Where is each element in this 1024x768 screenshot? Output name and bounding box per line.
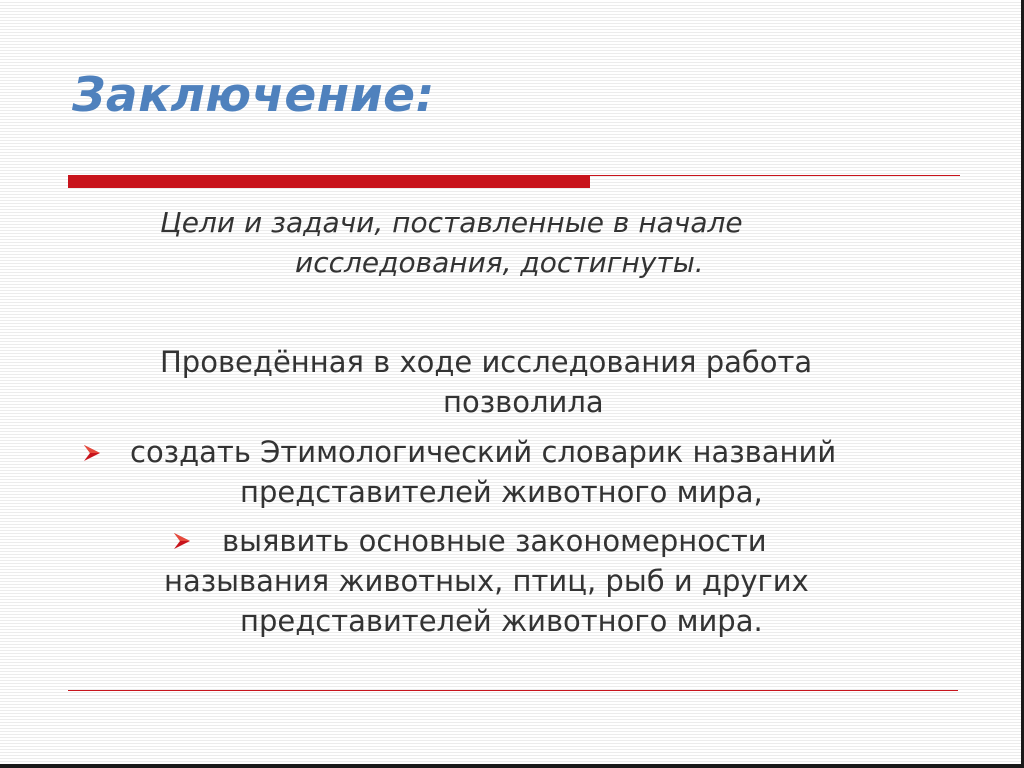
bullet-1-line-2: представителей животного мира,: [240, 475, 763, 509]
title-underline-thick: [68, 175, 590, 188]
bullet-item-patterns: [164, 521, 809, 641]
bullet-2-line-2: называния животных, птиц, рыб и других: [164, 564, 809, 598]
title-underline-thin: [590, 175, 960, 176]
bullet-2-line-3: представителей животного мира.: [240, 604, 763, 638]
goals-line-1: Цели и задачи, поставленные в начале: [160, 206, 743, 239]
work-line-1: Проведённая в ходе исследования работа: [160, 345, 813, 379]
slide-title: Заключение:: [72, 68, 435, 123]
bullet-item-dictionary: [130, 432, 836, 512]
goals-line-2: исследования, достигнуты.: [295, 246, 704, 279]
footer-rule: [68, 690, 958, 691]
arrow-bullet-icon: [82, 443, 102, 463]
bullet-2-line-1: выявить основные закономерности: [222, 524, 767, 558]
arrow-bullet-icon: [172, 531, 192, 551]
slide-border-bottom: [0, 764, 1024, 768]
bullet-1-line-1: создать Этимологический словарик названий: [130, 435, 837, 469]
goals-statement: [160, 203, 743, 283]
work-statement: [160, 342, 910, 422]
work-line-2: позволила: [443, 385, 604, 419]
